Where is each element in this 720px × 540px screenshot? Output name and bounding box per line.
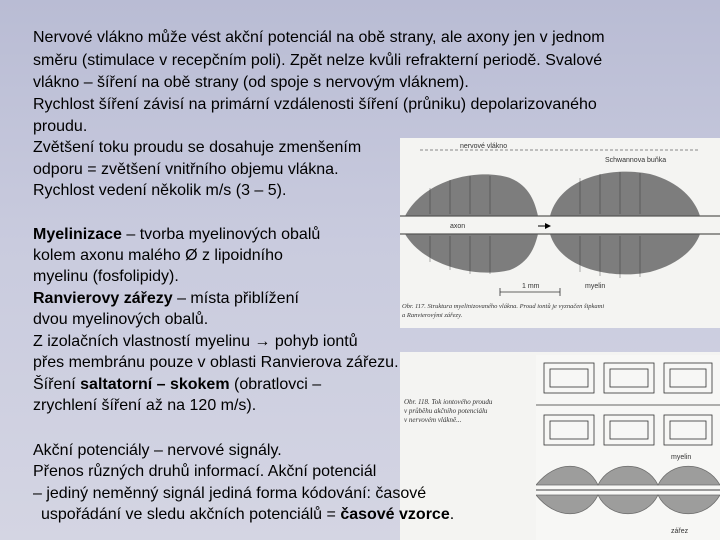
myelin-line-9: zrychlení šíření až na 120 m/s). <box>33 397 257 414</box>
saltatory-conduction-diagram <box>536 355 720 540</box>
label-axon: axon <box>450 223 466 230</box>
figure1-caption-line2: a Ranvierovými zářezy. <box>402 312 463 319</box>
term-ranvier-nodes: Ranvierovy zářezy <box>33 290 173 307</box>
text-line-6: Zvětšení toku proudu se dosahuje zmenšením <box>33 139 362 156</box>
myelin-line-1: Myelinizace – tvorba myelinových obalů <box>33 226 321 243</box>
figure3-label-node: zářez <box>671 528 689 535</box>
signals-line-4: uspořádání ve sledu akčních potenciálů = časové vzorce. <box>41 506 455 523</box>
text-line-8: Rychlost vedení několik m/s (3 – 5). <box>33 182 287 199</box>
myelin-line-2: kolem axonu malého Ø z lipoidního <box>33 247 283 264</box>
figure3-label-myelin: myelin <box>671 454 692 461</box>
myelinated-fiber-figure <box>400 138 720 328</box>
myelin-line-3: myelinu (fosfolipidy). <box>33 268 179 285</box>
text-line-2: směru (stimulace v recepčním poli). Zpět nelze kvůli refrakterní periodě. Svalové <box>33 52 603 69</box>
label-nerve-fiber: nervové vlákno <box>460 143 508 150</box>
myelinated-fiber-diagram <box>400 138 720 328</box>
myelin-line-6: Z izolačních vlastností myelinu → pohyb iontů <box>33 333 358 350</box>
figure1-caption-line1: Obr. 117. Struktura myelinizovaného vlákna. Proud iontů je vyznačen šipkami <box>402 303 605 310</box>
saltatory-conduction-figure <box>536 355 720 540</box>
label-myelin: myelin <box>585 283 606 290</box>
current-flow-caption <box>400 352 540 442</box>
text-line-7: odporu = zvětšení vnitřního objemu vlákna. <box>33 161 339 178</box>
text-line-5: proudu. <box>33 118 88 135</box>
figure2-caption-line3: v nervovém vlákně... <box>404 416 462 424</box>
label-scale: 1 mm <box>522 283 540 290</box>
myelin-line-4: Ranvierovy zářezy – místa přiblížení <box>33 290 299 307</box>
signals-line-2: Přenos různých druhů informací. Akční potenciál <box>33 463 377 480</box>
text-line-4: Rychlost šíření závisí na primární vzdálenosti šíření (průniku) depolarizovaného <box>33 96 597 113</box>
myelin-line-5: dvou myelinových obalů. <box>33 311 209 328</box>
figure2-caption-line2: v průběhu akčního potenciálu <box>404 407 488 415</box>
signals-line-3: – jediný neměnný signál jediná forma kódování: časové <box>33 485 427 502</box>
term-myelinizace: Myelinizace <box>33 226 122 243</box>
myelin-line-7: přes membránu pouze v oblasti Ranvierova zářezu. <box>33 354 399 371</box>
text-line-3: vlákno – šíření na obě strany (od spoje s nervovým vláknem). <box>33 74 469 91</box>
label-schwann-cell: Schwannova buňka <box>605 157 667 164</box>
myelin-line-8: Šíření saltatorní – skokem (obratlovci – <box>33 376 322 393</box>
signals-line-1: Akční potenciály – nervové signály. <box>33 442 282 459</box>
text-line-1: Nervové vlákno může vést akční potenciál na obě strany, ale axony jen v jednom <box>33 29 605 46</box>
term-saltatory: saltatorní – skokem <box>80 376 230 393</box>
term-temporal-patterns: časové vzorce <box>340 506 450 523</box>
figure2-caption-line1: Obr. 118. Tok iontového proudu <box>404 398 493 406</box>
